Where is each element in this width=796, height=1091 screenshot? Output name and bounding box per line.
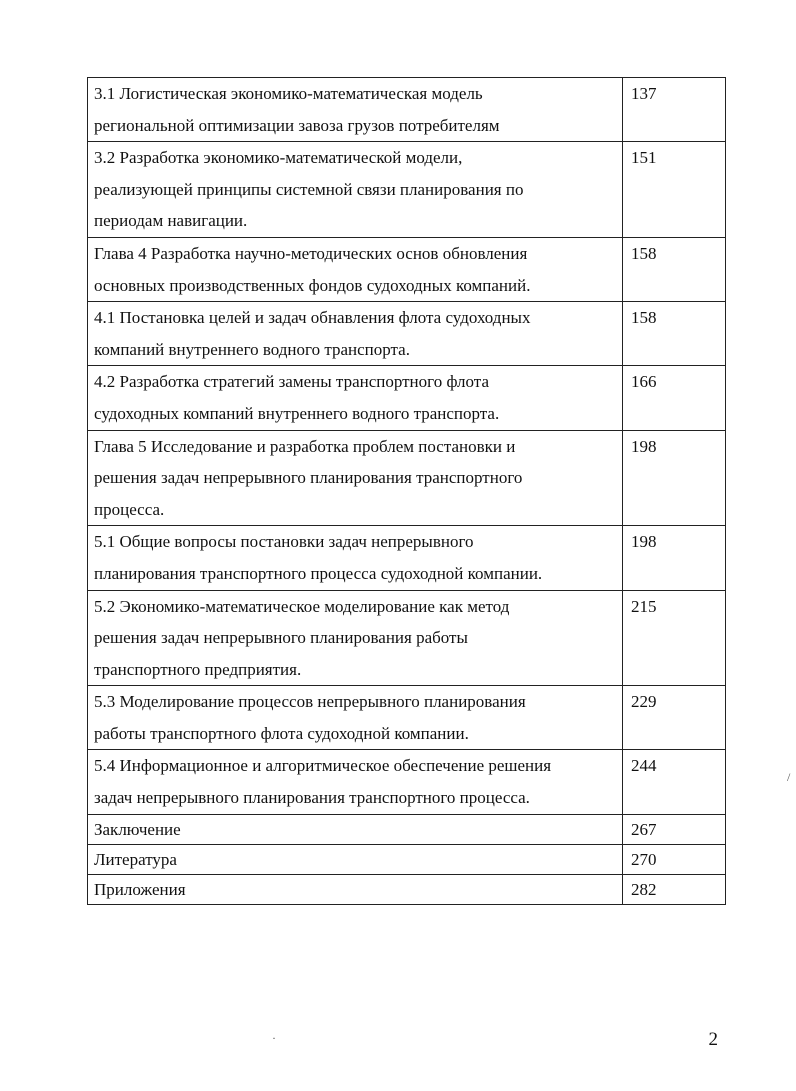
toc-entry-title: Глава 4 Разработка научно-методических основ обновления основных производственных фондов судоходных компаний. bbox=[88, 237, 623, 301]
toc-entry-title: 3.2 Разработка экономико-математической модели, реализующей принципы системной связи планирования по периодам навигации. bbox=[88, 142, 623, 238]
toc-row bbox=[88, 526, 726, 590]
toc-row bbox=[88, 302, 726, 366]
toc-row bbox=[88, 430, 726, 526]
toc-entry-page: 198 bbox=[623, 430, 726, 526]
toc-row bbox=[88, 686, 726, 750]
toc-entry-page: 151 bbox=[623, 142, 726, 238]
toc-entry-title: Глава 5 Исследование и разработка проблем постановки и решения задач непрерывного планирования транспортного процесса. bbox=[88, 430, 623, 526]
toc-entry-page: 158 bbox=[623, 302, 726, 366]
toc-entry-page: 229 bbox=[623, 686, 726, 750]
toc-entry-title: Приложения bbox=[88, 874, 623, 904]
toc-entry-page: 198 bbox=[623, 526, 726, 590]
toc-entry-page: 267 bbox=[623, 814, 726, 844]
toc-entry-title: Литература bbox=[88, 844, 623, 874]
toc-entry-title: 5.2 Экономико-математическое моделирование как метод решения задач непрерывного планирования работы транспортного предприятия. bbox=[88, 590, 623, 686]
toc-row bbox=[88, 78, 726, 142]
toc-row bbox=[88, 590, 726, 686]
toc-entry-page: 244 bbox=[623, 750, 726, 814]
toc-row bbox=[88, 814, 726, 844]
toc-entry-title: 5.1 Общие вопросы постановки задач непрерывного планирования транспортного процесса судоходной компании. bbox=[88, 526, 623, 590]
toc-row bbox=[88, 237, 726, 301]
toc-entry-page: 137 bbox=[623, 78, 726, 142]
toc-entry-title: 5.3 Моделирование процессов непрерывного планирования работы транспортного флота судоходной компании. bbox=[88, 686, 623, 750]
toc-entry-title: 5.4 Информационное и алгоритмическое обеспечение решения задач непрерывного планирования транспортного процесса. bbox=[88, 750, 623, 814]
toc-entry-page: 166 bbox=[623, 366, 726, 430]
toc-entry-title: 4.1 Постановка целей и задач обнавления флота судоходных компаний внутреннего водного транспорта. bbox=[88, 302, 623, 366]
page-number: 2 bbox=[708, 1029, 718, 1050]
toc-entry-page: 270 bbox=[623, 844, 726, 874]
scan-speck: / bbox=[787, 770, 791, 784]
toc-entry-title: 3.1 Логистическая экономико-математическая модель региональной оптимизации завоза грузов потребителям bbox=[88, 78, 623, 142]
toc-entry-page: 158 bbox=[623, 237, 726, 301]
toc-row bbox=[88, 750, 726, 814]
toc-entry-title: Заключение bbox=[88, 814, 623, 844]
toc-row bbox=[88, 142, 726, 238]
toc-entry-title: 4.2 Разработка стратегий замены транспортного флота судоходных компаний внутреннего водного транспорта. bbox=[88, 366, 623, 430]
table-of-contents bbox=[87, 77, 726, 905]
toc-entry-page: 282 bbox=[623, 874, 726, 904]
toc-row bbox=[88, 844, 726, 874]
toc-row bbox=[88, 366, 726, 430]
toc-entry-page: 215 bbox=[623, 590, 726, 686]
toc-row bbox=[88, 874, 726, 904]
scan-speck: · bbox=[272, 1031, 276, 1045]
